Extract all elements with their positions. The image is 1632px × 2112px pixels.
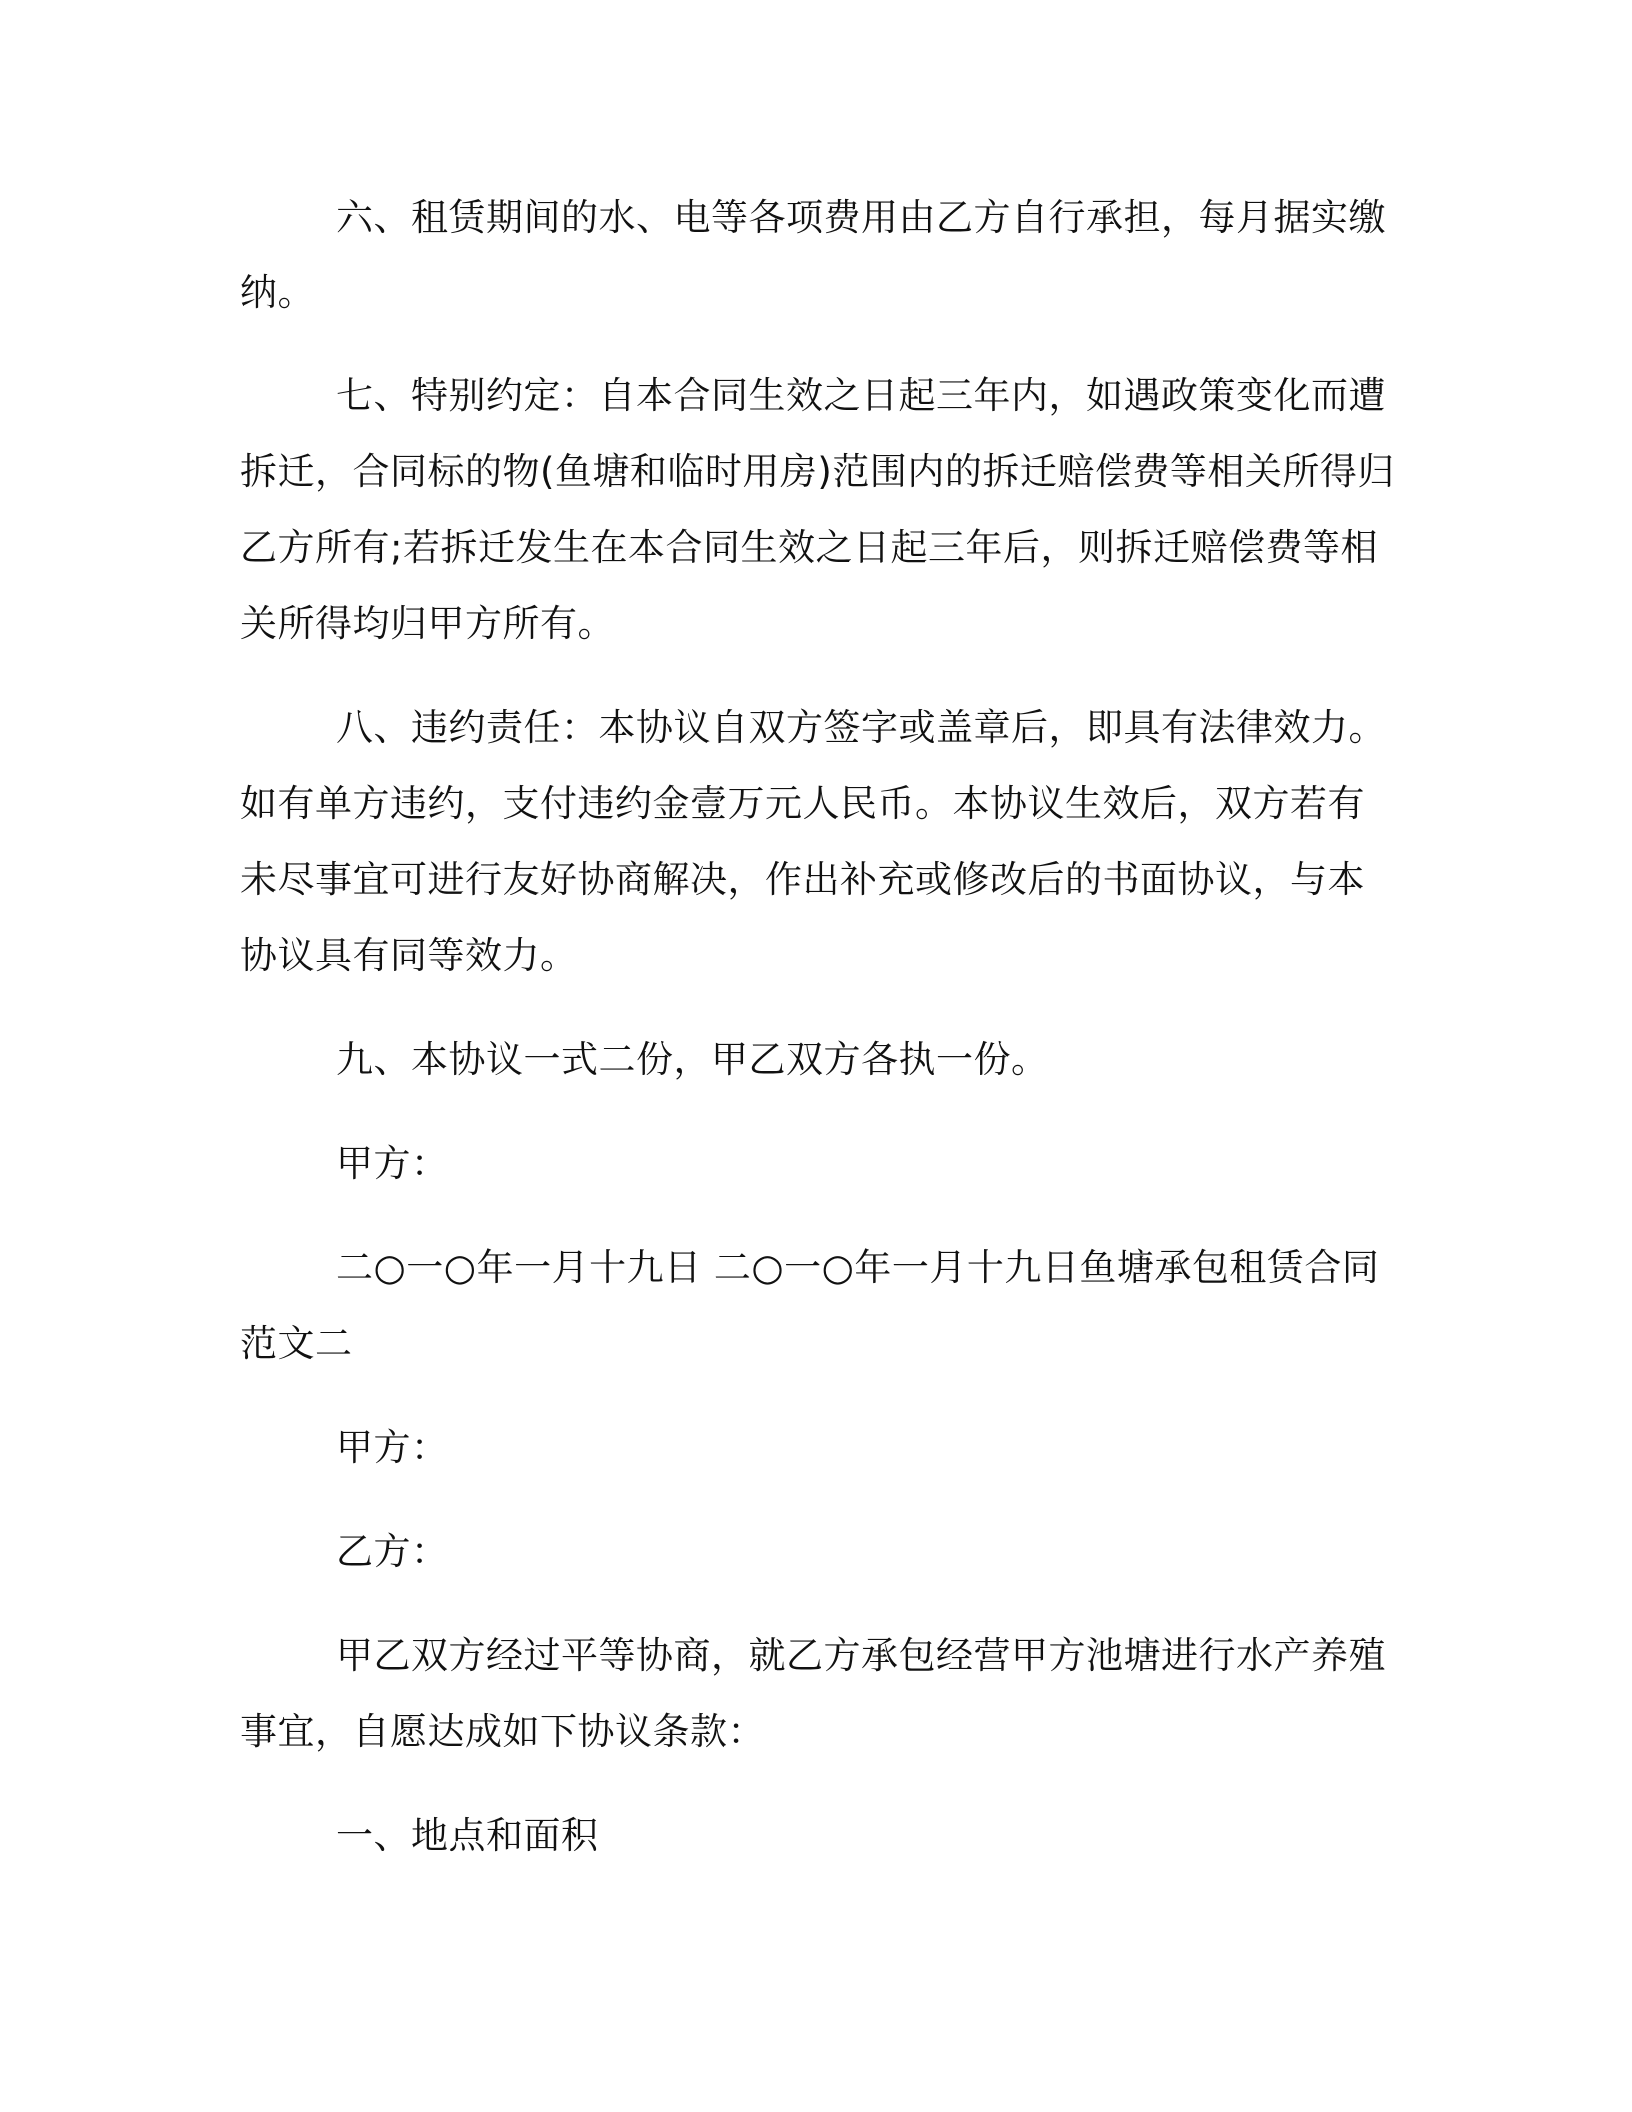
- clause-7-line-1: 七、特别约定：自本合同生效之日起三年内，如遇政策变化而遭: [336, 374, 1386, 417]
- party-a-label: 甲方：: [336, 1426, 449, 1469]
- date-and-title-line-1: 二○一○年一月十九日 二○一○年一月十九日鱼塘承包租赁合同: [336, 1246, 1380, 1289]
- clause-8-line-4: 协议具有同等效力。: [240, 934, 578, 977]
- party-b-label: 乙方：: [336, 1530, 449, 1573]
- clause-8-line-1: 八、违约责任：本协议自双方签字或盖章后，即具有法律效力。: [336, 706, 1386, 749]
- clause-8-line-3: 未尽事宜可进行友好协商解决，作出补充或修改后的书面协议，与本: [240, 858, 1365, 901]
- date-and-title-line-2: 范文二: [240, 1322, 353, 1365]
- clause-9-line: 九、本协议一式二份，甲乙双方各执一份。: [336, 1038, 1049, 1081]
- clause-8-line-2: 如有单方违约，支付违约金壹万元人民币。本协议生效后，双方若有: [240, 782, 1365, 825]
- clause-6-line-2: 纳。: [240, 271, 315, 314]
- clause-7-line-4: 关所得均归甲方所有。: [240, 602, 615, 645]
- party-a-signature-label: 甲方：: [336, 1142, 449, 1185]
- clause-7-line-3: 乙方所有;若拆迁发生在本合同生效之日起三年后，则拆迁赔偿费等相: [240, 526, 1378, 569]
- clause-6-line-1: 六、租赁期间的水、电等各项费用由乙方自行承担，每月据实缴: [336, 196, 1386, 239]
- clause-7-line-2: 拆迁，合同标的物(鱼塘和临时用房)范围内的拆迁赔偿费等相关所得归: [240, 450, 1395, 493]
- preamble-line-1: 甲乙双方经过平等协商，就乙方承包经营甲方池塘进行水产养殖: [336, 1634, 1386, 1677]
- section-1-heading: 一、地点和面积: [336, 1814, 599, 1857]
- preamble-line-2: 事宜，自愿达成如下协议条款：: [240, 1710, 765, 1753]
